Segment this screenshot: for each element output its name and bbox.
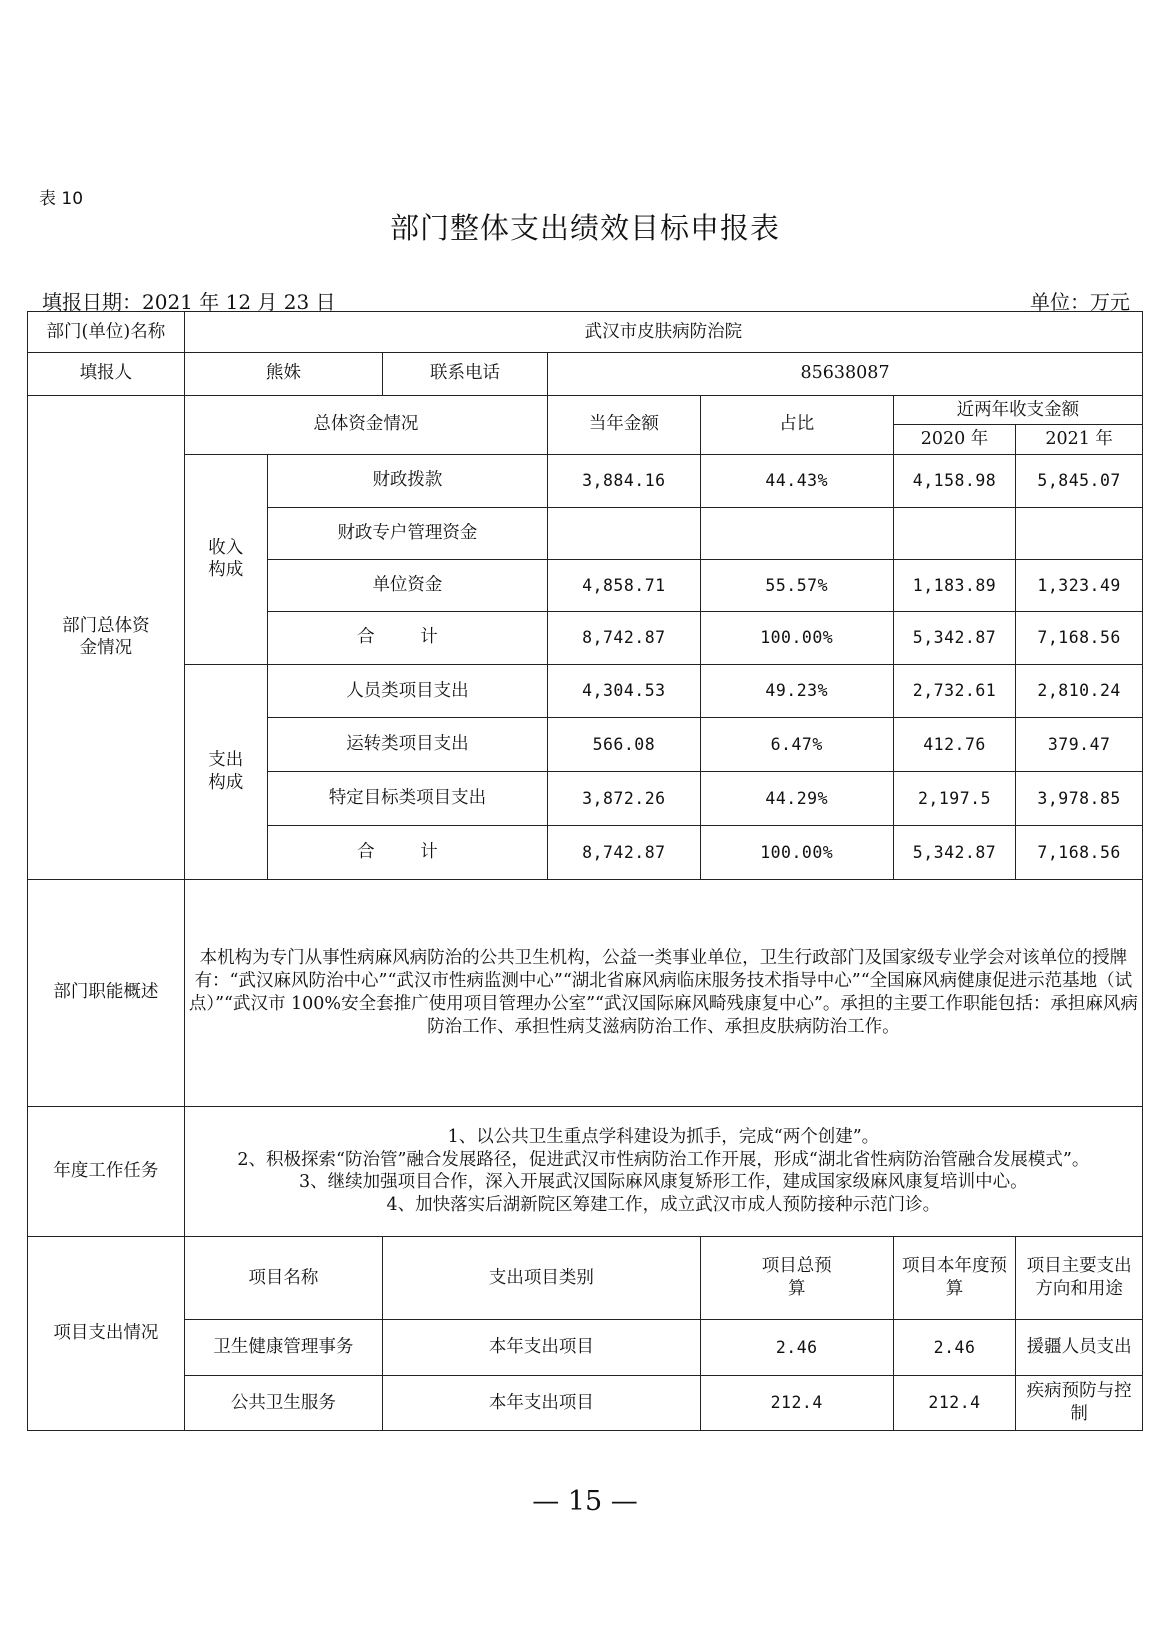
row-2021: 2,810.24 [1016,664,1143,717]
projects-label: 项目支出情况 [28,1237,185,1431]
year-2021-label: 2021 年 [1016,425,1143,455]
project-total-budget-header: 项目总预算 [700,1237,893,1320]
current-amount-label: 当年金额 [548,395,701,454]
task-item: 2、积极探索“防治管”融合发展路径，促进武汉市性病防治工作开展，形成“湖北省性病防治管融合发展模式”。 [237,1149,1090,1170]
dept-name-label: 部门(单位)名称 [28,312,185,353]
row-2021: 3,978.85 [1016,771,1143,825]
year-2020-label: 2020 年 [893,425,1016,455]
row-2020: 1,183.89 [893,559,1016,611]
row-amount: 8,742.87 [548,611,701,664]
row-ratio: 44.29% [700,771,893,825]
row-ratio: 6.47% [700,717,893,771]
row-name: 财政专户管理资金 [267,507,547,559]
row-2020: 412.76 [893,717,1016,771]
project-category: 本年支出项目 [383,1375,701,1430]
project-category-header: 支出项目类别 [383,1237,701,1320]
project-purpose: 援疆人员支出 [1016,1319,1143,1375]
row-2021: 7,168.56 [1016,826,1143,880]
row-2021: 5,845.07 [1016,454,1143,507]
project-year-budget-header: 项目本年度预算 [893,1237,1016,1320]
row-name: 合 计 [267,611,547,664]
task-item: 3、继续加强项目合作，深入开展武汉国际麻风康复矫形工作，建成国家级麻风康复培训中心。 [299,1172,1028,1193]
row-amount: 3,884.16 [548,454,701,507]
project-name: 公共卫生服务 [184,1375,382,1430]
project-year-budget: 212.4 [893,1375,1016,1430]
ratio-label: 占比 [700,395,893,454]
unit-label: 单位：万元 [1030,290,1130,314]
row-2020 [893,507,1016,559]
row-ratio: 55.57% [700,559,893,611]
row-2020: 2,197.5 [893,771,1016,825]
row-ratio: 100.00% [700,611,893,664]
row-2021: 1,323.49 [1016,559,1143,611]
table-row [28,1375,1143,1430]
row-2020: 4,158.98 [893,454,1016,507]
project-purpose: 疾病预防与控制 [1016,1375,1143,1430]
fill-date: 填报日期：2021 年 12 月 23 日 [42,290,336,314]
row-amount: 566.08 [548,717,701,771]
row-2021: 7,168.56 [1016,611,1143,664]
table-row [28,454,1143,507]
row-2020: 2,732.61 [893,664,1016,717]
project-name: 卫生健康管理事务 [184,1319,382,1375]
row-amount: 4,304.53 [548,664,701,717]
tasks-list [184,1106,1142,1237]
row-2020: 5,342.87 [893,611,1016,664]
project-year-budget: 2.46 [893,1319,1016,1375]
project-total-budget: 212.4 [700,1375,893,1430]
project-purpose-header: 项目主要支出方向和用途 [1016,1237,1143,1320]
table-row [28,664,1143,717]
row-2021 [1016,507,1143,559]
row-name: 合 计 [267,826,547,880]
row-name: 运转类项目支出 [267,717,547,771]
task-item: 4、加快落实后湖新院区筹建工作，成立武汉市成人预防接种示范门诊。 [386,1195,941,1216]
row-2020: 5,342.87 [893,826,1016,880]
functions-label: 部门职能概述 [28,880,185,1106]
overview-label: 总体资金情况 [184,395,547,454]
task-item: 1、以公共卫生重点学科建设为抓手，完成“两个创建”。 [447,1126,880,1147]
income-label: 收入构成 [184,454,267,664]
row-ratio [700,507,893,559]
row-amount: 8,742.87 [548,826,701,880]
row-amount: 3,872.26 [548,771,701,825]
project-category: 本年支出项目 [383,1319,701,1375]
row-name: 单位资金 [267,559,547,611]
row-ratio: 100.00% [700,826,893,880]
recent-years-label: 近两年收支金额 [893,395,1142,425]
table-row [28,1319,1143,1375]
row-ratio: 49.23% [700,664,893,717]
phone-label: 联系电话 [383,352,548,395]
row-amount: 4,858.71 [548,559,701,611]
phone-value: 85638087 [548,352,1143,395]
row-ratio: 44.43% [700,454,893,507]
project-total-budget: 2.46 [700,1319,893,1375]
page-title: 部门整体支出绩效目标申报表 [389,211,780,245]
filler-value: 熊姝 [184,352,382,395]
tasks-label: 年度工作任务 [28,1106,185,1237]
row-name: 特定目标类项目支出 [267,771,547,825]
row-amount [548,507,701,559]
dept-name-value: 武汉市皮肤病防治院 [184,312,1142,353]
functions-text: 本机构为专门从事性病麻风病防治的公共卫生机构，公益一类事业单位，卫生行政部门及国家级专业学会对该单位的授牌有：“武汉麻风防治中心”“武汉市性病监测中心”“湖北省麻风病临床服务技术指导中心”“全国麻风病健康促进示范基地（试点）”“武汉市 100%安全套推广使用项目管理办公室”“武汉国际麻风畸残康复中心”。承担的主要工作职能包括：承担麻风病防治工作、承担性病艾滋病防治工作、承担皮肤病防治工作。 [184,880,1142,1106]
table-number: 表 10 [39,189,84,209]
page-number: — 15 — [532,1486,638,1517]
row-name: 人员类项目支出 [267,664,547,717]
filler-label: 填报人 [28,352,185,395]
performance-table [27,311,1143,1431]
project-name-header: 项目名称 [184,1237,382,1320]
funds-section-label: 部门总体资金情况 [28,395,185,879]
expense-label: 支出构成 [184,664,267,879]
row-name: 财政拨款 [267,454,547,507]
row-2021: 379.47 [1016,717,1143,771]
